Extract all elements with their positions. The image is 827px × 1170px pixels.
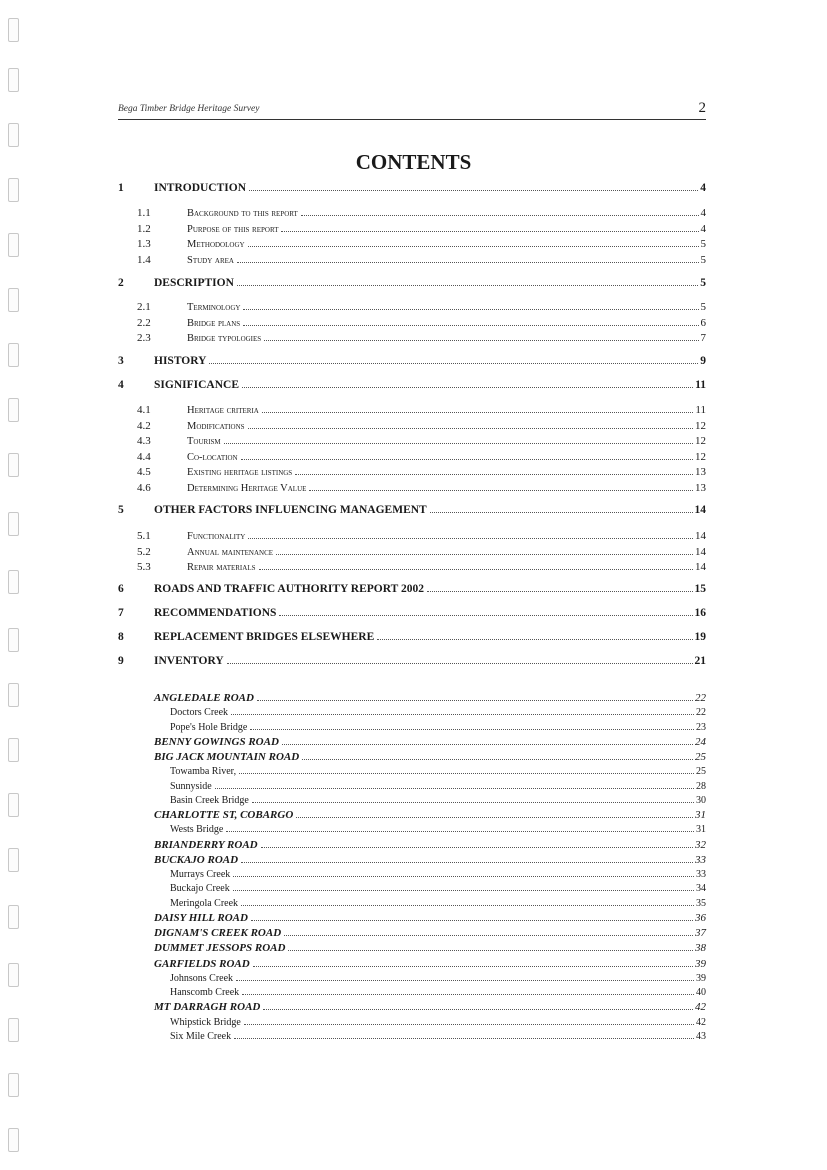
entry-label: INTRODUCTION xyxy=(154,182,247,194)
binding-ring xyxy=(8,905,19,929)
toc-subsection xyxy=(118,560,706,575)
dot-leader xyxy=(257,699,693,701)
entry-number: 4.6 xyxy=(137,481,151,494)
entry-number: 1.4 xyxy=(137,253,151,266)
entry-page: 37 xyxy=(695,927,706,940)
entry-page: 7 xyxy=(700,332,706,344)
entry-label: Six Mile Creek xyxy=(170,1030,232,1042)
entry-page: 15 xyxy=(694,583,706,595)
entry-label: BIG JACK MOUNTAIN ROAD xyxy=(154,751,300,763)
entry-label: OTHER FACTORS INFLUENCING MANAGEMENT xyxy=(154,504,427,516)
dot-leader xyxy=(249,189,698,191)
entry-number: 4.3 xyxy=(137,435,151,447)
entry-label: RECOMMENDATIONS xyxy=(154,607,277,619)
entry-page: 42 xyxy=(696,1016,706,1028)
entry-label: Terminology xyxy=(187,302,241,313)
entry-number: 2.3 xyxy=(137,332,151,344)
entry-number: 4.4 xyxy=(137,450,151,463)
dot-leader xyxy=(261,846,693,848)
dot-leader xyxy=(377,638,692,640)
entry-label: Study area xyxy=(187,254,234,266)
dot-leader xyxy=(295,473,693,475)
dot-leader xyxy=(215,787,694,789)
entry-label: Johnsons Creek xyxy=(170,972,234,984)
entry-label: MT DARRAGH ROAD xyxy=(154,1001,261,1014)
dot-leader xyxy=(252,801,694,803)
entry-page: 5 xyxy=(700,238,706,250)
entry-page: 25 xyxy=(696,766,706,778)
entry-label: Towamba River, xyxy=(170,766,237,778)
dot-leader xyxy=(226,830,694,832)
entry-number: 1.1 xyxy=(137,207,151,219)
toc-inventory-bridge xyxy=(118,882,706,896)
entry-page: 9 xyxy=(700,355,706,367)
binding-ring xyxy=(8,398,19,422)
dot-leader xyxy=(241,904,694,906)
toc-section xyxy=(118,582,706,597)
toc-section xyxy=(118,181,706,196)
entry-number: 4 xyxy=(118,379,124,391)
toc-inventory-bridge xyxy=(118,1016,706,1030)
entry-page: 5 xyxy=(700,301,706,313)
entry-page: 14 xyxy=(695,545,706,558)
dot-leader xyxy=(248,537,693,539)
entry-page: 35 xyxy=(696,897,706,909)
entry-label: Hanscomb Creek xyxy=(170,987,240,998)
entry-page: 24 xyxy=(695,735,706,748)
entry-label: SIGNIFICANCE xyxy=(154,379,239,391)
page-header xyxy=(118,100,706,120)
entry-label: HISTORY xyxy=(154,355,207,367)
entry-page: 28 xyxy=(696,780,706,792)
toc-section xyxy=(118,378,706,393)
toc-inventory-road xyxy=(118,911,706,926)
entry-page: 39 xyxy=(696,972,706,984)
entry-page: 6 xyxy=(700,316,706,329)
dot-leader xyxy=(309,489,693,491)
entry-label: Pope's Hole Bridge xyxy=(170,721,248,733)
binding-ring xyxy=(8,178,19,202)
dot-leader xyxy=(301,214,699,216)
dot-leader xyxy=(241,861,693,863)
entry-number: 2.2 xyxy=(137,316,151,329)
binding-ring xyxy=(8,738,19,762)
binding-ring xyxy=(8,628,19,652)
dot-leader xyxy=(296,816,693,818)
entry-label: Functionality xyxy=(187,531,246,542)
entry-number: 4.5 xyxy=(137,466,151,478)
toc-subsection xyxy=(118,237,706,252)
entry-number: 4.2 xyxy=(137,419,151,432)
dot-leader xyxy=(244,1023,694,1025)
header-title: Bega Timber Bridge Heritage Survey xyxy=(118,104,260,114)
toc-inventory-road xyxy=(118,1000,706,1015)
entry-label: Methodology xyxy=(187,239,245,250)
entry-number: 5.2 xyxy=(137,545,151,558)
entry-label: INVENTORY xyxy=(154,655,224,667)
entry-label: Murrays Creek xyxy=(170,869,231,880)
dot-leader xyxy=(282,743,693,745)
binding-ring xyxy=(8,343,19,367)
entry-page: 22 xyxy=(696,707,706,719)
contents-title: CONTENTS xyxy=(355,150,472,174)
toc-inventory-road xyxy=(118,941,706,956)
entry-label: Repair materials xyxy=(187,562,256,573)
toc-inventory-road xyxy=(118,926,706,941)
entry-number: 3 xyxy=(118,355,124,367)
toc-inventory-road xyxy=(118,691,706,706)
entry-page: 12 xyxy=(695,450,706,463)
entry-number: 1.3 xyxy=(137,238,151,250)
toc-section xyxy=(118,276,706,291)
entry-label: Meringola Creek xyxy=(170,897,239,909)
entry-label: Existing heritage listings xyxy=(187,467,293,478)
entry-page: 33 xyxy=(696,869,706,880)
binding-ring xyxy=(8,848,19,872)
dot-leader xyxy=(248,427,693,429)
toc-subsection xyxy=(118,206,706,221)
entry-label: BRIANDERRY ROAD xyxy=(154,838,258,851)
entry-page: 16 xyxy=(694,607,706,619)
entry-number: 2.1 xyxy=(137,301,151,313)
entry-label: ANGLEDALE ROAD xyxy=(154,692,254,704)
toc-inventory-road xyxy=(118,735,706,750)
toc-inventory-bridge xyxy=(118,823,706,837)
binding-ring xyxy=(8,512,19,536)
binding-ring xyxy=(8,683,19,707)
dot-leader xyxy=(248,245,699,247)
entry-page: 33 xyxy=(695,853,706,866)
toc-subsection xyxy=(118,403,706,418)
entry-page: 4 xyxy=(700,207,706,219)
entry-label: Buckajo Creek xyxy=(170,883,230,895)
dot-leader xyxy=(259,568,694,570)
dot-leader xyxy=(243,324,698,326)
entry-label: DUMMET JESSOPS ROAD xyxy=(154,942,286,955)
toc-section xyxy=(118,630,706,645)
binding-ring xyxy=(8,793,19,817)
toc-inventory-bridge xyxy=(118,972,706,986)
toc-subsection xyxy=(118,419,706,434)
binding-ring xyxy=(8,123,19,147)
dot-leader xyxy=(284,934,693,936)
toc-subsection xyxy=(118,450,706,465)
entry-label: Tourism xyxy=(187,436,221,447)
entry-number: 5 xyxy=(118,504,124,516)
entry-page: 43 xyxy=(696,1030,706,1042)
entry-label: DIGNAM'S CREEK ROAD xyxy=(154,927,282,940)
toc-subsection xyxy=(118,465,706,480)
toc-section xyxy=(118,354,706,369)
entry-label: Purpose of this report xyxy=(187,223,279,235)
entry-page: 14 xyxy=(695,530,706,542)
entry-label: Wests Bridge xyxy=(170,824,224,836)
dot-leader xyxy=(263,1008,693,1010)
toc-subsection xyxy=(118,331,706,346)
dot-leader xyxy=(430,511,693,513)
toc-inventory-bridge xyxy=(118,794,706,808)
entry-label: CHARLOTTE ST, COBARGO xyxy=(154,809,294,822)
entry-page: 42 xyxy=(695,1001,706,1014)
dot-leader xyxy=(251,919,693,921)
binding-ring xyxy=(8,233,19,257)
entry-label: DESCRIPTION xyxy=(154,277,234,289)
entry-label: Determining Heritage Value xyxy=(187,482,307,494)
entry-page: 34 xyxy=(696,883,706,895)
toc-section xyxy=(118,654,706,669)
entry-label: Basin Creek Bridge xyxy=(170,794,249,806)
toc-section xyxy=(118,606,706,621)
binding-ring xyxy=(8,570,19,594)
binding-ring xyxy=(8,963,19,987)
dot-leader xyxy=(262,411,694,413)
dot-leader xyxy=(234,1037,694,1039)
entry-page: 39 xyxy=(695,957,706,970)
toc-inventory-road xyxy=(118,838,706,853)
dot-leader xyxy=(264,339,698,341)
entry-page: 12 xyxy=(695,419,706,432)
toc-inventory-bridge xyxy=(118,986,706,1000)
binding-ring xyxy=(8,1128,19,1152)
dot-leader xyxy=(427,590,693,592)
entry-page: 22 xyxy=(695,692,706,704)
toc-inventory-bridge xyxy=(118,1030,706,1044)
toc-inventory-road xyxy=(118,808,706,823)
dot-leader xyxy=(227,662,693,664)
toc-subsection xyxy=(118,316,706,331)
entry-label: Bridge plans xyxy=(187,317,241,329)
entry-page: 14 xyxy=(695,561,706,573)
toc-subsection xyxy=(118,529,706,544)
entry-number: 5.3 xyxy=(137,561,151,573)
entry-page: 12 xyxy=(695,435,706,447)
toc-subsection xyxy=(118,545,706,560)
entry-label: ROADS AND TRAFFIC AUTHORITY REPORT 2002 xyxy=(154,583,424,595)
dot-leader xyxy=(237,261,699,263)
entry-label: BUCKAJO ROAD xyxy=(154,853,239,866)
toc-subsection xyxy=(118,300,706,315)
toc-inventory-bridge xyxy=(118,868,706,882)
entry-page: 40 xyxy=(696,987,706,998)
toc-inventory-road xyxy=(118,750,706,765)
entry-page: 11 xyxy=(695,379,706,391)
entry-page: 14 xyxy=(694,504,706,516)
entry-number: 9 xyxy=(118,655,124,667)
entry-label: Heritage criteria xyxy=(187,405,259,416)
dot-leader xyxy=(302,758,693,760)
entry-label: Annual maintenance xyxy=(187,546,274,558)
binding-ring xyxy=(8,453,19,477)
dot-leader xyxy=(231,713,694,715)
entry-label: Doctors Creek xyxy=(170,707,229,719)
entry-label: GARFIELDS ROAD xyxy=(154,957,250,970)
entry-page: 31 xyxy=(695,809,706,822)
entry-label: Bridge typologies xyxy=(187,333,262,344)
entry-page: 13 xyxy=(695,481,706,494)
dot-leader xyxy=(279,614,692,616)
entry-label: REPLACEMENT BRIDGES ELSEWHERE xyxy=(154,631,375,643)
entry-page: 23 xyxy=(696,721,706,733)
dot-leader xyxy=(242,386,693,388)
entry-number: 1.2 xyxy=(137,222,151,235)
entry-label: DAISY HILL ROAD xyxy=(154,911,248,924)
binding-ring xyxy=(8,1018,19,1042)
entry-page: 19 xyxy=(694,631,706,643)
dot-leader xyxy=(241,458,693,460)
entry-page: 4 xyxy=(700,182,706,194)
entry-page: 36 xyxy=(695,911,706,924)
entry-page: 4 xyxy=(700,222,706,235)
dot-leader xyxy=(253,965,693,967)
binding-ring xyxy=(8,288,19,312)
toc-inventory-bridge xyxy=(118,897,706,911)
dot-leader xyxy=(281,230,698,232)
toc-subsection xyxy=(118,481,706,496)
toc-inventory-road xyxy=(118,853,706,868)
toc-inventory-bridge xyxy=(118,780,706,794)
toc-subsection xyxy=(118,253,706,268)
entry-number: 5.1 xyxy=(137,530,151,542)
page-number: 2 xyxy=(698,100,706,116)
entry-number: 1 xyxy=(118,182,124,194)
binding-ring xyxy=(8,18,19,42)
dot-leader xyxy=(233,875,694,877)
dot-leader xyxy=(236,979,694,981)
entry-page: 32 xyxy=(695,838,706,851)
entry-number: 2 xyxy=(118,277,124,289)
entry-page: 31 xyxy=(696,824,706,836)
entry-label: Whipstick Bridge xyxy=(170,1016,241,1028)
dot-leader xyxy=(224,442,693,444)
toc-subsection xyxy=(118,434,706,449)
entry-page: 25 xyxy=(695,751,706,763)
binding-rings xyxy=(5,0,25,1170)
entry-number: 7 xyxy=(118,607,124,619)
entry-page: 11 xyxy=(695,404,706,416)
dot-leader xyxy=(209,362,698,364)
dot-leader xyxy=(242,993,694,995)
entry-page: 5 xyxy=(700,277,706,289)
dot-leader xyxy=(233,889,694,891)
entry-number: 6 xyxy=(118,583,124,595)
dot-leader xyxy=(237,284,698,286)
entry-page: 13 xyxy=(695,466,706,478)
entry-page: 5 xyxy=(700,253,706,266)
toc-section xyxy=(118,503,706,518)
entry-label: Background to this report xyxy=(187,208,298,219)
dot-leader xyxy=(250,728,694,730)
toc-inventory-bridge xyxy=(118,765,706,779)
entry-label: Modifications xyxy=(187,420,245,432)
entry-page: 38 xyxy=(695,942,706,955)
entry-number: 4.1 xyxy=(137,404,151,416)
toc-subsection xyxy=(118,222,706,237)
dot-leader xyxy=(243,308,698,310)
entry-label: BENNY GOWINGS ROAD xyxy=(154,735,279,748)
toc-inventory-bridge xyxy=(118,706,706,720)
entry-page: 21 xyxy=(694,655,706,667)
toc-inventory-bridge xyxy=(118,721,706,735)
binding-ring xyxy=(8,68,19,92)
entry-label: Sunnyside xyxy=(170,780,212,792)
dot-leader xyxy=(276,553,693,555)
entry-number: 8 xyxy=(118,631,124,643)
entry-page: 30 xyxy=(696,794,706,806)
toc-inventory-road xyxy=(118,957,706,972)
dot-leader xyxy=(288,949,693,951)
dot-leader xyxy=(239,772,694,774)
binding-ring xyxy=(8,1073,19,1097)
entry-label: Co-location xyxy=(187,451,238,463)
